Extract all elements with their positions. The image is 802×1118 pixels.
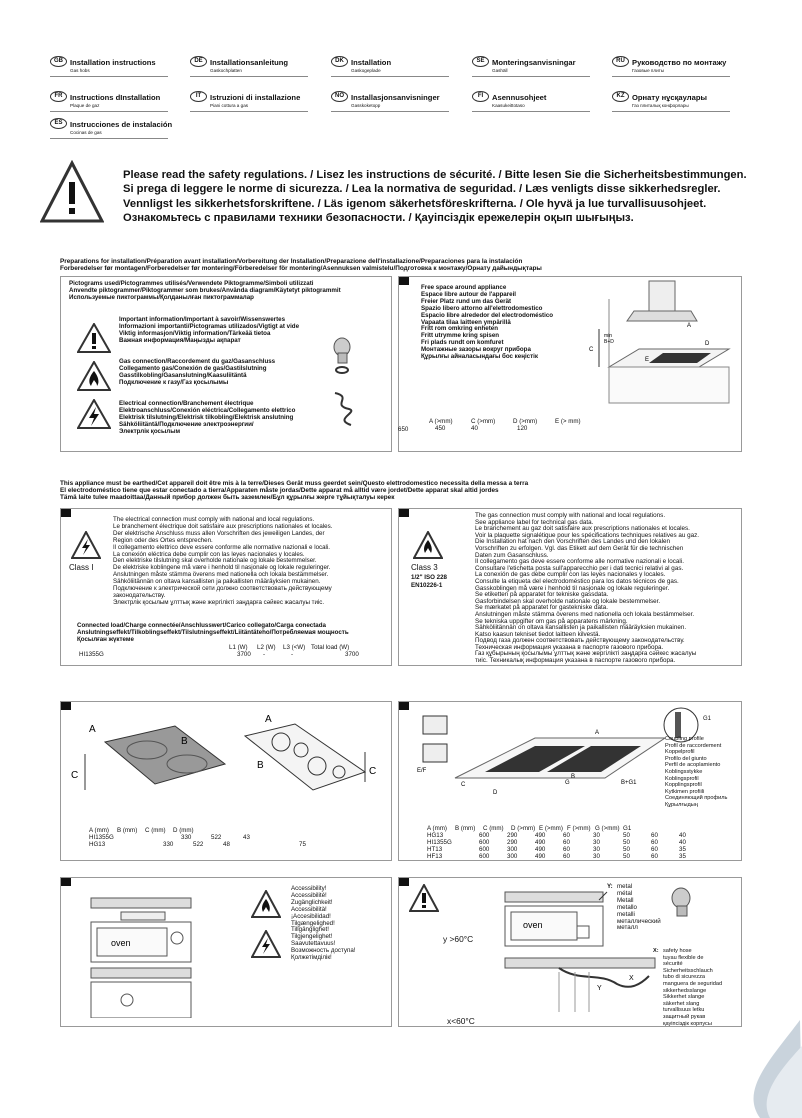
safety-line: Vennligst les sikkerhetsforskriftene. / Läs igenom säkerhetsföreskrifterna. / Ole hyvä ja lue turvallisuusohjeet. bbox=[123, 197, 707, 210]
class3-panel bbox=[398, 508, 742, 666]
label-bd: B+D bbox=[604, 339, 614, 345]
oven-label: oven bbox=[111, 938, 131, 948]
cutout-cell: 60 bbox=[651, 832, 658, 839]
cutout-cell: 40 bbox=[679, 832, 686, 839]
electrical-text: Electrical connection/Branchement électrique Elektroanschluss/Conexión eléctrica/Collegamento elettrico Elektrisk tilslutning/Elektrisk tilkobling/Elektrisk anslutning Sähköliitäntä/Подключение электроэнергии/ Электрлік қосылым bbox=[119, 400, 296, 435]
electric-warning-icon bbox=[251, 930, 281, 958]
safety-line: Ознакомьтесь с правилами техники безопасности. / Қауіпсіздік ережелерін оқып шығыңыз. bbox=[123, 211, 634, 224]
class1-panel bbox=[60, 508, 392, 666]
earth-heading: This appliance must be earthed/Cet appareil doit être mis à la terre/Dieses Gerät muss geerdet sein/Questo elettrodomestico necessita della messa a terra El electrodoméstico tiene que estar conectado a tierra/Apparaten måste jordas/Dette apparat må alltid være jordet/Dette apparat skal altid jordes Tämä laite tulee maadoittaa/Данный прибор должен быть заземлен/Бұл құрылғы жерге тұйықталуы керек bbox=[60, 480, 529, 501]
label-e: E bbox=[645, 357, 650, 363]
cutout-cell: 290 bbox=[507, 832, 518, 839]
cutout-cell: 600 bbox=[479, 832, 490, 839]
cutout-cell: 40 bbox=[679, 839, 686, 846]
label-ef: E/F bbox=[417, 768, 427, 774]
label-a: A bbox=[595, 730, 600, 736]
clearance-table: A (>mm) C (>mm) D (>mm) E (> mm) 450 40 120 bbox=[429, 418, 581, 432]
y-temp-label: y >60°C bbox=[443, 934, 474, 944]
cutout-cell: 50 bbox=[623, 853, 630, 860]
free-space-text: Free space around appliance Espace libre autour de l'appareil Freier Platz rund um das Gerät Spazio libero attorno all'elettrodomestico Espacio libre alrededor del electrodoméstico Vapaata tilaa laitteen ympärillä Fritt rom omkring enheten Fritt utrymme kring spisen Fri plads rundt om komfuret Монтажные зазоры вокруг прибора Құрылғы айналасындағы бос кеңістік bbox=[421, 284, 554, 361]
cutout-cell: 30 bbox=[593, 853, 600, 860]
cutout-cell: 35 bbox=[679, 853, 686, 860]
accessibility-text: Accessibility! Accessibilité! Zugänglichkeit! Accessibilità! ¡Accesibilidad! Tilgængelighed! Tillgänglighet! Tilgjengelighet! Saavutettavuus! Возможность доступа! Қолжетімділік! bbox=[291, 885, 356, 962]
dimensions-panel bbox=[60, 701, 392, 861]
label-c: C bbox=[461, 782, 466, 788]
cutout-cell: 60 bbox=[563, 832, 570, 839]
cutout-cell: 35 bbox=[679, 846, 686, 853]
dim-label-c2: C bbox=[369, 766, 377, 777]
section-marker bbox=[61, 878, 71, 886]
safety-banner bbox=[123, 168, 747, 225]
cutout-cell: 490 bbox=[535, 846, 546, 853]
cutout-table: A (mm) B (mm) C (mm) D (>mm) E (>mm) F (>mm) G (>mm) G1 HG13 600 290 490 60 30 50 60 40 HI1355G 600 290 490 60 30 50 60 40 HT13 600 300 490 60 30 50 60 35 HF13 600 300 490 60 30 50 60 35 bbox=[427, 825, 686, 860]
dim-label-b2: B bbox=[257, 760, 264, 771]
cutout-row-model: HI1355G bbox=[427, 839, 452, 846]
x-temp-label: x<60°C bbox=[447, 1016, 475, 1026]
section-marker bbox=[61, 509, 71, 517]
important-info-icon bbox=[77, 323, 111, 353]
y-marker: Y bbox=[597, 985, 602, 992]
free-space-panel bbox=[398, 276, 742, 452]
electrical-warning-icon bbox=[71, 531, 101, 559]
cutout-cell: 50 bbox=[623, 846, 630, 853]
safety-line: Si prega di leggere le norme di sicurezza. / Lea la normativa de seguridad. / Læs venligts disse sikkerhedsregler. bbox=[123, 183, 721, 196]
cutout-row-model: HG13 bbox=[427, 832, 444, 839]
class1-text: The electrical connection must comply with national and local regulations. Le branchement électrique doit satisfaire aux prescriptions nationales et locales. Der elektrische Anschluss muss allen Vorschriften des jeweiligen Landes, der Region oder des Ortes entsprechen. Il collegamento elettrico deve essere conforme alle normative nazionali e locali. La conexión eléctrica debe cumplir con las leyes nacionales y locales. Den elektriske tilslutning skal overholde nationale og lokale bestemmelser. De elektriske koblingene må være i henhold til nasjonale og lokale reguleringer. Anslutningen måste stämma överens med nationella och lokala bestämmelser. Sähköliitännän on oltava kansallisten ja paikallisten määräyksien mukainen. Подключение к электрической сети должно соответствовать действующему законодательству. Электрлік қосылым ұлттық және жергілікті заңдарға сәйкес жасалуы тиіс. bbox=[113, 516, 333, 606]
dim-label-a: A bbox=[89, 724, 96, 735]
cutout-cell: 490 bbox=[535, 853, 546, 860]
cutout-cell: 60 bbox=[563, 853, 570, 860]
electrical-icon bbox=[77, 399, 111, 429]
label-a: A bbox=[687, 323, 692, 329]
cutout-cell: 60 bbox=[651, 853, 658, 860]
x-material: X: safety hose tuyau flexible de sécurité Sicherheitsschlauch tubo di sicurezza manguera de seguridad sikkerhedsslange Sikkerhet slange säkerhet slang turvallisuus letku защитный рукав қауіпсіздік корпусы bbox=[653, 948, 723, 1027]
page-curl-decoration bbox=[700, 1020, 802, 1118]
pictograms-panel bbox=[60, 276, 392, 452]
gas-warning-icon bbox=[413, 531, 443, 559]
cutout-cell: 30 bbox=[593, 832, 600, 839]
dim-label-b: B bbox=[181, 736, 188, 747]
label-d: D bbox=[493, 790, 498, 796]
dim-label-a2: A bbox=[265, 714, 272, 725]
cutout-cell: 60 bbox=[651, 846, 658, 853]
cutout-cell: 60 bbox=[563, 846, 570, 853]
standard-iso: 1/2" ISO 228 bbox=[411, 574, 447, 581]
warning-triangle-icon bbox=[40, 160, 104, 224]
section-marker bbox=[399, 878, 409, 886]
label-b: B bbox=[571, 774, 576, 780]
accessibility-panel bbox=[60, 877, 392, 1027]
cutout-cell: 30 bbox=[593, 846, 600, 853]
label-bg1: B+G1 bbox=[621, 780, 637, 786]
cutout-cell: 600 bbox=[479, 839, 490, 846]
cutout-cell: 600 bbox=[479, 853, 490, 860]
y-material: Y: metal métal Metall metallo metalli металлический металл bbox=[607, 883, 661, 932]
flame-warning-icon bbox=[251, 890, 281, 918]
dimensions-table: A (mm) B (mm) C (mm) D (mm) HI1355G 330 522 43 HG13 330 522 48 75 bbox=[89, 827, 306, 848]
label-g1: G1 bbox=[703, 716, 712, 722]
label-c: C bbox=[589, 347, 594, 353]
section-marker bbox=[399, 277, 409, 285]
cutout-diagram bbox=[415, 708, 665, 808]
x-marker: X bbox=[629, 975, 634, 982]
load-table: L1 (W) L2 (W) L3 (<W) Total load (W) HI1355G 3700 - - 3700 bbox=[79, 644, 359, 658]
section-marker bbox=[399, 702, 409, 710]
cutout-panel bbox=[398, 701, 742, 861]
cutout-cell: 600 bbox=[479, 846, 490, 853]
cutout-row-model: HT13 bbox=[427, 846, 443, 853]
cutout-cell: 60 bbox=[651, 839, 658, 846]
hob-dimensions-diagram bbox=[65, 712, 389, 812]
class3-text: The gas connection must comply with national and local regulations. See appliance label for technical gas data. Le branchement au gaz doit satisfaire aux prescriptions nationales et locales. Voir la plaquette signalétique pour les spécifications techniques relatives au gaz. Die Installation hat nach den Vorschriften des Landes und den lokalen Vorschriften zu erfolgen. Vgl. das Etikett auf dem Gerät für die technischen Daten zum Gasanschluss. Il collegamento gas deve essere conforme alle normative nazionali e locali. Consultare l'etichetta posta sull'apparecchio per i dati tecnici relativi al gas. La conexión de gas debe cumplir con las leyes nacionales y locales. Consulte la etiqueta del electrodoméstico para los datos técnicos de gas. Gasskoblingen må være i henhold til nasjonale og lokale reguleringer. Se etiketten på apparatet for tekniske gassdata. Gasforbindelsen skal overholde nationale og lokale bestemmelser. Se mærkatet på apparatet for gastekniske data. Anslutningen måste stämma överens med nationella och lokala bestämmelser. Se tekniska uppgifter om gas på apparatens märkning. Sähköliitännän on oltava kansallisten ja paikallisten määräyksien mukainen. Katso kaasun tekniset tiedot laitteen kilvestä. Подвод газа должен соответствовать действующему законодательству. Техническая информация указана в паспорте газового прибора. Газ құбырының қосылымы ұлттық және жергілікті заңдарға сәйкес жасалуы тиіс. Техникалық информация указана в паспорте газового прибора. bbox=[475, 512, 700, 665]
cutout-row-model: HF13 bbox=[427, 853, 443, 860]
gas-flame-icon bbox=[77, 361, 111, 391]
load-head: Connected load/Charge connectée/Anschlusswert/Carico collegato/Carga conectada Anslutningseffekt/Tilkoblingseffekt/Tilslutningseffekt/Liitäntäteho/Потребляемая мощность Қосылған жүктеме bbox=[77, 622, 349, 643]
cutout-cell: 490 bbox=[535, 839, 546, 846]
cutout-cell: 60 bbox=[563, 839, 570, 846]
label-min: min bbox=[604, 333, 613, 339]
cutout-cell: 300 bbox=[507, 846, 518, 853]
metal-fitting-icon bbox=[667, 886, 699, 920]
oven-label: oven bbox=[523, 920, 543, 930]
class1-label: Class I bbox=[69, 563, 94, 572]
cutout-cell: 300 bbox=[507, 853, 518, 860]
gas-fitting-icon bbox=[329, 335, 355, 375]
cutout-cell: 50 bbox=[623, 832, 630, 839]
cutout-cell: 290 bbox=[507, 839, 518, 846]
prep-heading: Preparations for installation/Préparation avant installation/Vorbereitung der Installation/Preparazione dell'installazione/Preparaciones para la instalación Forberedelser før montagen/Forberedelser før montering/Förberedelser för montering/Asennuksen valmistelu/Подготовка к монтажу/Орнату дайындықтары bbox=[60, 258, 542, 272]
accessibility-diagram bbox=[81, 888, 271, 1018]
label-g: G bbox=[565, 780, 570, 786]
warning-icon bbox=[409, 884, 439, 912]
dim-label-c: C bbox=[71, 770, 79, 781]
section-marker bbox=[399, 509, 409, 517]
gas-text: Gas connection/Raccordement du gaz/Gasanschluss Collegamento gas/Conexión de gas/Gastilslutning Gasstilkobling/Gasanslutning/Kaasuliitäntä Подключение к газу/Газ қосылымы bbox=[119, 358, 276, 386]
class3-label: Class 3 bbox=[411, 563, 438, 572]
label-d: D bbox=[705, 341, 710, 347]
safety-line: Please read the safety regulations. / Lisez les instructions de sécurité. / Bitte lesen Sie die Sicherheitsbestimmungen. bbox=[123, 169, 747, 181]
cutout-cell: 490 bbox=[535, 832, 546, 839]
cable-icon bbox=[329, 389, 359, 429]
profile-text: Coupling profile Profil de raccordement Koppelprofil Profilo del giunto Perfil de acoplamiento Koblingsstykke Koblingsprofil Kopplingsprofil Kytkimen profiili Соединяющий профиль Құрылғыдың bbox=[665, 736, 728, 808]
section-marker bbox=[61, 702, 71, 710]
kitchen-clearance-diagram bbox=[579, 279, 739, 405]
side-value: 650 bbox=[398, 426, 409, 433]
standard-en: EN10226-1 bbox=[411, 582, 443, 589]
cutout-cell: 50 bbox=[623, 839, 630, 846]
cutout-cell: 30 bbox=[593, 839, 600, 846]
important-text: Important information/Important à savoir/Wissenswertes Informazioni importanti/Pictogramas utilizados/Vigtigt at vide Viktig informasjon/Viktig information/Tärkeää tietoa Важная информация/Маңызды ақпарат bbox=[119, 316, 300, 344]
pictograms-head: Pictograms used/Pictogrammes utilisés/Verwendete Piktogramme/Simboli utilizzati Anvendte piktogrammer/Piktogrammer som brukes/Använda diagram/Käytetyt piktogrammit Используемые пиктограммы/Қолданылған пиктограммалар bbox=[69, 280, 341, 301]
hose-panel bbox=[398, 877, 742, 1027]
